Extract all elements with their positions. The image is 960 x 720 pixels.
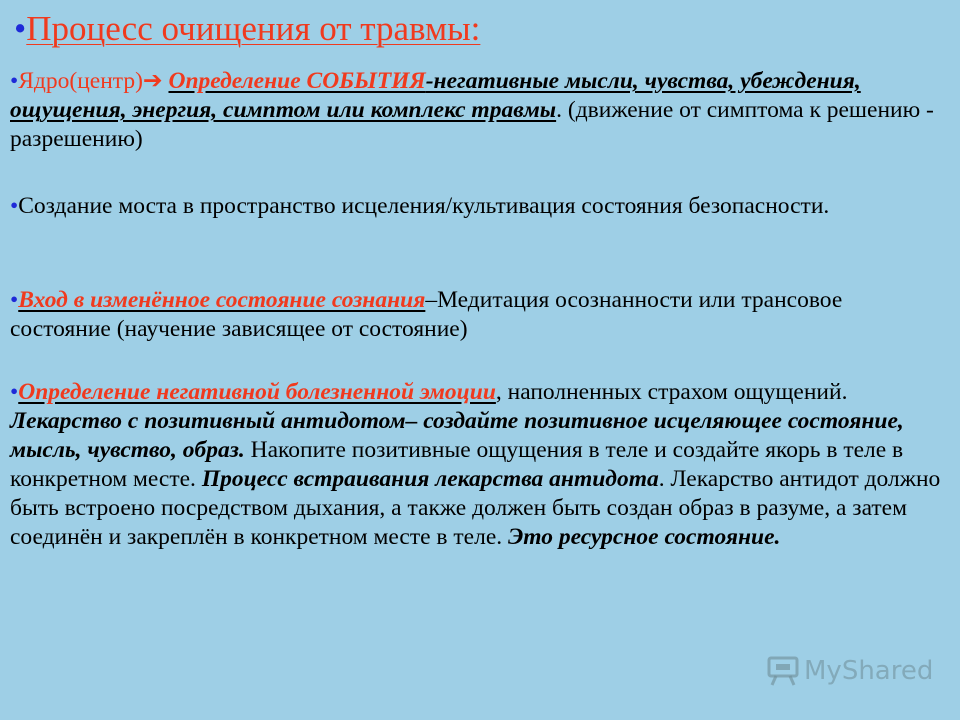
paragraph-bridge [10, 192, 945, 221]
event-label: Определение СОБЫТИЯ [168, 68, 426, 94]
emotion-text-1: , наполненных страхом ощущений. [495, 379, 848, 405]
bullet: • [10, 379, 19, 405]
paragraph-core [10, 66, 945, 154]
emotion-label: Определение негативной болезненной эмоции [18, 379, 496, 405]
bullet: • [10, 193, 19, 219]
core-rest: . (движение от симптома к решению - разрешению) [10, 97, 934, 152]
resource-state-bold: Это ресурсное состояние. [508, 524, 781, 550]
altered-state-rest: –Медитация осознанности или трансовое состояние (научение зависящее от состояние) [10, 287, 843, 342]
event-description: -негативные мысли, чувства, убеждения, ощущения, энергия, симптом или комплекс травмы [10, 68, 861, 123]
emotion-text-3: . Лекарство антидот должно быть встроено посредством дыхания, а также должен быть создан образ в разуме, а затем соединён и закреплён в конкретном месте в теле. [10, 466, 941, 550]
slide-title [14, 8, 480, 50]
watermark [766, 655, 933, 687]
paragraph-altered-state [10, 286, 945, 344]
emotion-text-2: Накопите позитивные ощущения в теле и создайте якорь в теле в конкретном месте. [10, 437, 904, 492]
arrow-right-icon: ➔ [142, 66, 163, 94]
embedding-bold: Процесс встраивания лекарства антидота [201, 466, 659, 492]
watermark-text: MyShared [804, 656, 934, 686]
core-lead: Ядро(центр) [18, 68, 143, 94]
paragraph-emotion [10, 378, 945, 552]
title-text: Процесс очищения от травмы: [26, 9, 481, 48]
bridge-text: Создание моста в пространство исцеления/культивация состояния безопасности. [18, 193, 830, 219]
presentation-board-icon [766, 655, 800, 687]
altered-state-label: Вход в изменённое состояние сознания [18, 287, 426, 313]
antidote-bold: Лекарство с позитивный антидотом– создайте позитивное исцеляющее состояние, мысль, чувство, образ. [10, 408, 904, 463]
bullet: • [10, 68, 19, 94]
bullet: • [14, 9, 27, 48]
bullet: • [10, 287, 19, 313]
